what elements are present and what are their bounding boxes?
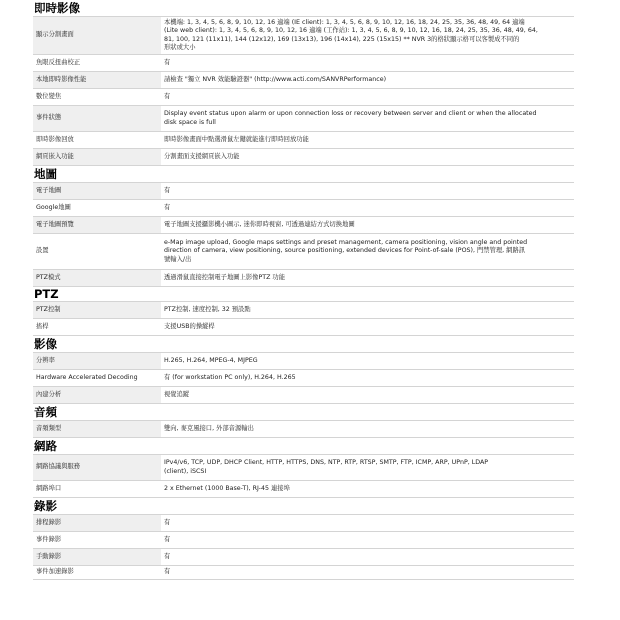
spec-row [33, 454, 574, 480]
spec-row [33, 352, 574, 369]
spec-row [33, 233, 574, 269]
spec-value: 有 [164, 552, 171, 560]
spec-label: 即時影像回放 [36, 135, 74, 143]
spec-row [33, 480, 574, 498]
section-title: 音頻 [34, 405, 57, 419]
spec-label: 事件狀態 [33, 106, 161, 131]
spec-label: Hardware Accelerated Decoding [36, 373, 138, 381]
spec-label: 網頁嵌入功能 [33, 149, 161, 165]
section-title: 即時影像 [34, 1, 80, 15]
spec-value: 有 [164, 58, 171, 66]
spec-value: Display event status upon alarm or upon connection loss or recovery between server and client or when the allocated disk space is full [164, 110, 537, 126]
section-title: 地圖 [34, 167, 57, 181]
spec-row [33, 386, 574, 404]
spec-label: 數位變焦 [36, 92, 62, 100]
spec-label: 手動錄影 [33, 549, 161, 565]
spec-value: IPv4/v6, TCP, UDP, DHCP Client, HTTP, HTTPS, DNS, NTP, RTP, RTSP, SMTP, FTP, ICMP, ARP, UPnP, LDAP (client), iSCSI [164, 459, 489, 475]
spec-row [33, 216, 574, 233]
spec-row [33, 182, 574, 199]
spec-value: 有 [164, 186, 171, 194]
spec-label: PTZ控制 [33, 302, 161, 318]
spec-section [33, 336, 574, 404]
spec-value: 即時影像畫面中點選滑鼠左鍵就能進行即時回放功能 [164, 135, 309, 143]
spec-value: 視覺追蹤 [164, 390, 190, 398]
spec-value: 有 [164, 535, 171, 543]
spec-label: 本地即時影像性能 [33, 72, 161, 88]
spec-value: 2 x Ethernet (1000 Base-T), RJ-45 連接埠 [164, 484, 290, 492]
spec-row [33, 88, 574, 105]
spec-value: 支援USB的操縱桿 [164, 322, 215, 330]
spec-row [33, 148, 574, 166]
spec-row [33, 565, 574, 580]
spec-value: 有 (for workstation PC only), H.264, H.265 [164, 373, 296, 381]
spec-label: 內建分析 [33, 387, 161, 403]
section-title: 影像 [34, 337, 57, 351]
spec-label: 音頻類型 [33, 421, 161, 437]
spec-value: 請檢查 "獨立 NVR 效能驗證器" (http://www.acti.com/SANVRPerformance) [164, 75, 387, 83]
spec-row [33, 71, 574, 88]
spec-value: 有 [164, 518, 171, 526]
spec-value: H.265, H.264, MPEG-4, MJPEG [164, 356, 258, 364]
spec-label: 搖桿 [36, 322, 49, 330]
spec-value: 本機端: 1, 3, 4, 5, 6, 8, 9, 10, 12, 16 適端 (IE client): 1, 3, 4, 5, 6, 8, 9, 10, 12, 16, 18, 24, 25, 35, 36, 48, 49, 64 適端 (Lite web client): 1, 3, 4, 5, 6, 8, 9, 10, 12, 16 適端 (工作站): 1, 3, 4, 5, 6, 8, 9, 10, 12, 16, 18, 24, 25, 35, 36, 48, 49, 64, 81, 100, 121 (11x11), 144 (12x12), 169 (13x13), 196 (14x14), 225 (15x15) ** NVR 3的格狀顯示格可以客製成不同的 形狀或大小 [164, 19, 538, 51]
spec-label: 事件錄影 [36, 535, 62, 543]
spec-section [33, 0, 574, 166]
spec-row [33, 514, 574, 531]
spec-section [33, 287, 574, 336]
section-title: PTZ [34, 287, 59, 301]
spec-label: 事件加速錄影 [36, 568, 74, 576]
spec-value: e-Map image upload, Google maps settings and preset management, camera positioning, vision angle and pointed direction of camera, view positioning, source positioning, extended devices for Point-of-sale (POS), 門禁管理, 網路訊 號輸入/出 [164, 239, 528, 263]
spec-label: Google地圖 [36, 203, 71, 211]
spec-row [33, 548, 574, 565]
section-title: 網路 [34, 439, 57, 453]
spec-row [33, 369, 574, 386]
spec-label: 魚眼反扭曲校正 [36, 58, 81, 66]
spec-row [33, 531, 574, 548]
spec-row [33, 54, 574, 71]
spec-row [33, 269, 574, 287]
spec-label: 分辨率 [33, 353, 161, 369]
spec-label: 網路埠口 [36, 484, 62, 492]
spec-label: 電子地圖 [33, 183, 161, 199]
spec-label: 網路協議與服務 [33, 455, 161, 480]
spec-value: PTZ控制, 速度控制, 32 預設點 [164, 305, 251, 313]
spec-sections [33, 0, 574, 580]
spec-label: 顯示分割畫面 [33, 17, 161, 54]
spec-label: 設置 [36, 247, 49, 255]
spec-value: 雙向, 麥克風接口, 外部音源輸出 [164, 424, 254, 432]
spec-row [33, 301, 574, 318]
spec-value: 分割畫面支援網頁嵌入功能 [164, 152, 240, 160]
section-title: 錄影 [34, 499, 57, 513]
spec-row [33, 318, 574, 336]
spec-value: 透過滑鼠直接控制電子地圖上影像PTZ 功能 [164, 273, 286, 281]
spec-row [33, 105, 574, 131]
spec-section [33, 498, 574, 580]
spec-section [33, 438, 574, 498]
spec-row [33, 16, 574, 54]
spec-section [33, 166, 574, 287]
spec-value: 有 [164, 203, 171, 211]
spec-value: 有 [164, 568, 171, 576]
spec-value: 有 [164, 92, 171, 100]
spec-row [33, 420, 574, 438]
spec-section [33, 404, 574, 438]
spec-row [33, 199, 574, 216]
spec-label: PTZ模式 [33, 270, 161, 286]
spec-label: 排程錄影 [33, 515, 161, 531]
spec-value: 電子地圖支援攝影機小圖示, 迷你即時視窗, 可透過連結方式切換地圖 [164, 220, 355, 228]
spec-label: 電子地圖預覽 [33, 217, 161, 233]
spec-row [33, 131, 574, 148]
